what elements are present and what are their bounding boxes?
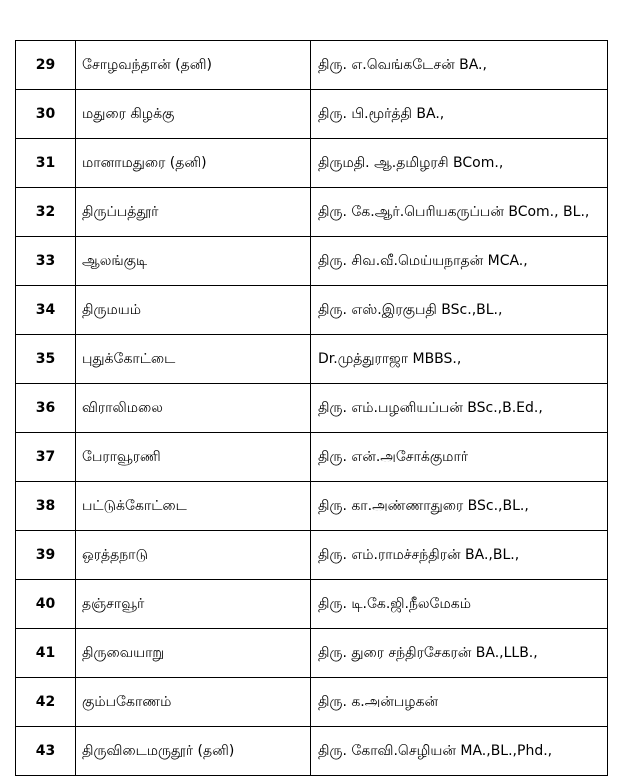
constituency-name: மதுரை கிழக்கு xyxy=(76,90,311,139)
candidate-name: திரு. சிவ.வீ.மெய்யநாதன் MCA., xyxy=(311,237,608,286)
table-row xyxy=(16,384,608,433)
table-row xyxy=(16,41,608,90)
candidate-name: திரு. எஸ்.இரகுபதி BSc.,BL., xyxy=(311,286,608,335)
table-row xyxy=(16,531,608,580)
serial-number: 33 xyxy=(16,237,76,286)
candidate-name: திரு. கோவி.செழியன் MA.,BL.,Phd., xyxy=(311,727,608,776)
candidate-name: திரு. எம்.ராமச்சந்திரன் BA.,BL., xyxy=(311,531,608,580)
serial-number: 36 xyxy=(16,384,76,433)
candidate-name: திரு. பி.மூர்த்தி BA., xyxy=(311,90,608,139)
table-row xyxy=(16,727,608,776)
serial-number: 37 xyxy=(16,433,76,482)
constituency-name: ஆலங்குடி xyxy=(76,237,311,286)
serial-number: 31 xyxy=(16,139,76,188)
constituency-name: சோழவந்தான் (தனி) xyxy=(76,41,311,90)
candidate-name: Dr.முத்துராஜா MBBS., xyxy=(311,335,608,384)
serial-number: 35 xyxy=(16,335,76,384)
serial-number: 41 xyxy=(16,629,76,678)
constituency-name: திருமயம் xyxy=(76,286,311,335)
constituency-name: மானாமதுரை (தனி) xyxy=(76,139,311,188)
serial-number: 34 xyxy=(16,286,76,335)
table-row xyxy=(16,188,608,237)
serial-number: 29 xyxy=(16,41,76,90)
serial-number: 32 xyxy=(16,188,76,237)
serial-number: 38 xyxy=(16,482,76,531)
table-row xyxy=(16,482,608,531)
candidate-name: திரு. எ.வெங்கடேசன் BA., xyxy=(311,41,608,90)
candidate-name: திரு. துரை சந்திரசேகரன் BA.,LLB., xyxy=(311,629,608,678)
constituency-name: விராலிமலை xyxy=(76,384,311,433)
table-row xyxy=(16,335,608,384)
constituency-name: கும்பகோணம் xyxy=(76,678,311,727)
constituency-name: ஒரத்தநாடு xyxy=(76,531,311,580)
serial-number: 40 xyxy=(16,580,76,629)
table-row xyxy=(16,433,608,482)
table-row xyxy=(16,580,608,629)
candidate-name: திருமதி. ஆ.தமிழரசி BCom., xyxy=(311,139,608,188)
constituency-name: திருவிடைமருதூர் (தனி) xyxy=(76,727,311,776)
serial-number: 39 xyxy=(16,531,76,580)
constituency-name: தஞ்சாவூர் xyxy=(76,580,311,629)
table-row xyxy=(16,629,608,678)
candidate-name: திரு. என்.அசோக்குமார் xyxy=(311,433,608,482)
table-row xyxy=(16,678,608,727)
candidate-name: திரு. க.அன்பழகன் xyxy=(311,678,608,727)
candidate-list-table xyxy=(15,40,608,776)
candidate-name: திரு. கே.ஆர்.பெரியகருப்பன் BCom., BL., xyxy=(311,188,608,237)
constituency-name: திருவையாறு xyxy=(76,629,311,678)
serial-number: 30 xyxy=(16,90,76,139)
constituency-name: திருப்பத்தூர் xyxy=(76,188,311,237)
candidate-name: திரு. எம்.பழனியப்பன் BSc.,B.Ed., xyxy=(311,384,608,433)
candidate-name: திரு. டி.கே.ஜி.நீலமேகம் xyxy=(311,580,608,629)
candidate-name: திரு. கா.அண்ணாதுரை BSc.,BL., xyxy=(311,482,608,531)
constituency-name: பட்டுக்கோட்டை xyxy=(76,482,311,531)
constituency-name: புதுக்கோட்டை xyxy=(76,335,311,384)
table-row xyxy=(16,139,608,188)
constituency-name: பேராவூரணி xyxy=(76,433,311,482)
table-row xyxy=(16,286,608,335)
serial-number: 42 xyxy=(16,678,76,727)
table-row xyxy=(16,237,608,286)
serial-number: 43 xyxy=(16,727,76,776)
table-row xyxy=(16,90,608,139)
candidate-list-body xyxy=(16,41,608,776)
